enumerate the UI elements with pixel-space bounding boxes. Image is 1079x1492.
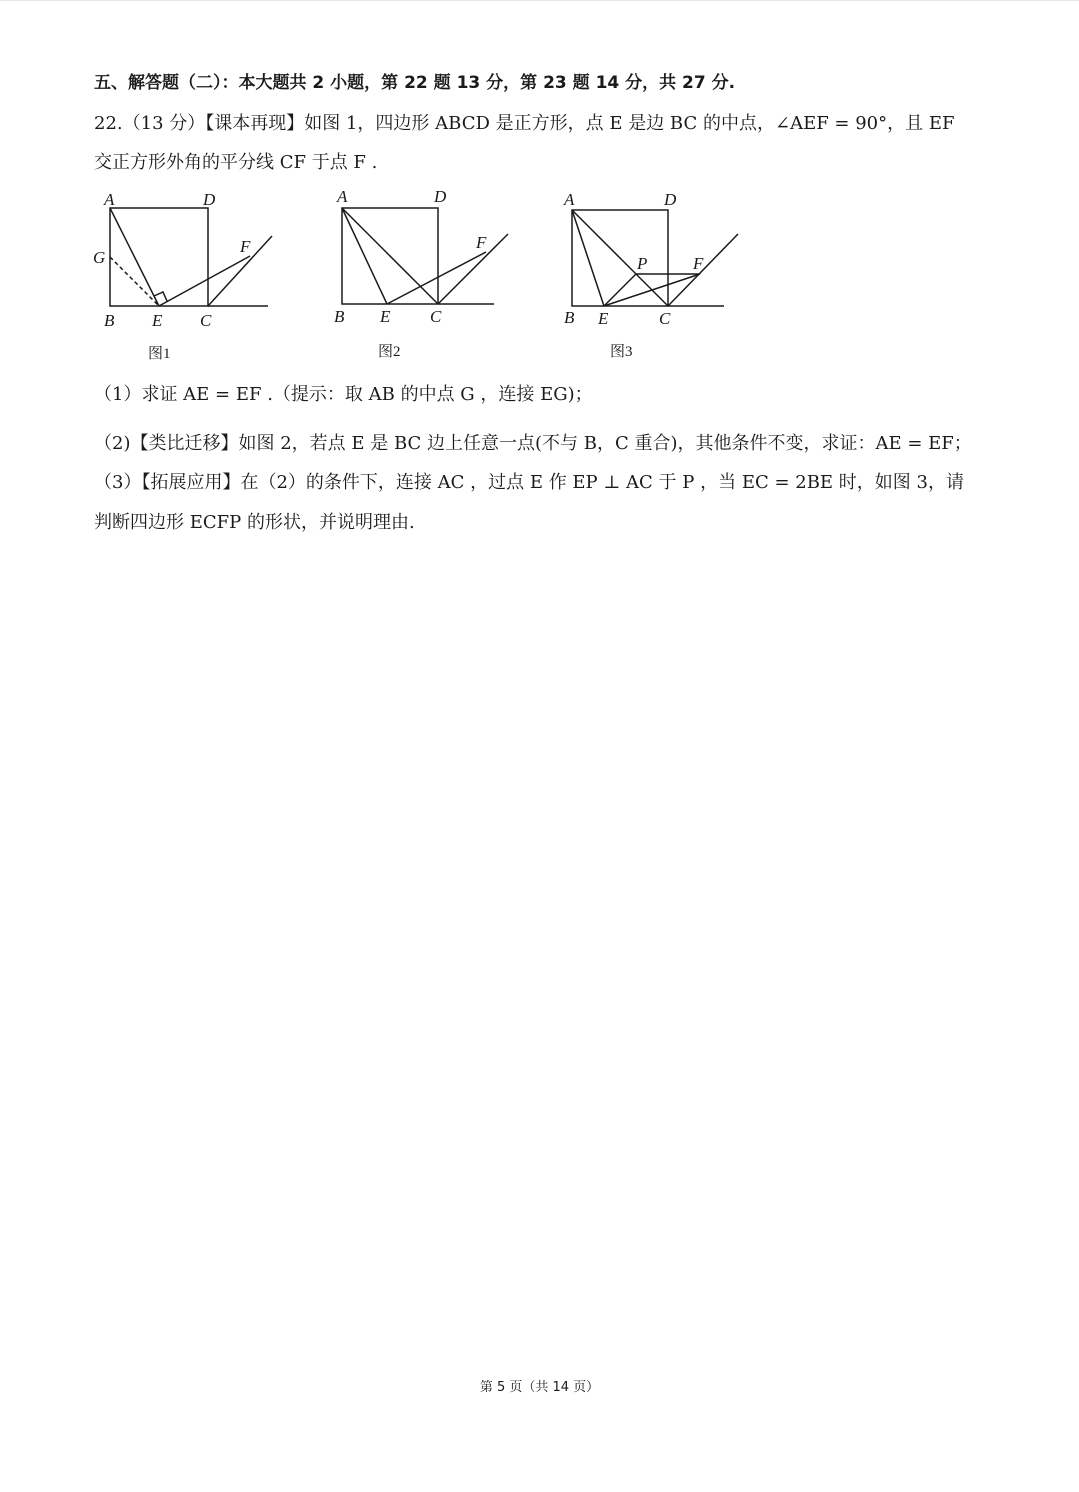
fig1-label-c: C [200,311,212,330]
fig1-label-a: A [104,190,115,209]
fig1-label-g: G [93,248,106,267]
fig3-label-f: F [693,254,704,273]
fig1-label-d: D [203,190,216,209]
figure-3 [572,210,738,306]
fig3-label-a: A [564,190,575,209]
fig1-label-f: F [240,237,251,256]
page-top-border [0,0,1079,1]
fig1-caption: 图1 [148,346,171,362]
fig3-label-e: E [598,309,609,328]
part-3-line-1: （3）【拓展应用】在（2）的条件下，连接 AC ，过点 E 作 EP ⊥ AC 于 P ，当 EC = 2BE 时，如图 3，请 [94,472,964,493]
fig2-label-d: D [434,187,447,206]
fig3-label-p: P [637,254,648,273]
fig2-caption: 图2 [378,344,401,360]
fig3-label-b: B [564,308,575,327]
fig2-label-c: C [430,307,442,326]
fig1-label-e: E [152,311,163,330]
part-3-line-2: 判断四边形 ECFP 的形状，并说明理由. [94,512,415,533]
figure-1 [110,208,272,306]
fig2-label-f: F [476,233,487,252]
fig3-label-d: D [664,190,677,209]
problem-statement-line-2: 交正方形外角的平分线 CF 于点 F . [94,152,378,173]
figure-2 [342,208,508,304]
figures-row [90,184,750,368]
fig1-label-b: B [104,311,115,330]
part-1: （1）求证 AE = EF .（提示：取 AB 的中点 G ，连接 EG)； [94,384,593,405]
problem-statement-line-1: 22.（13 分）【课本再现】如图 1，四边形 ABCD 是正方形，点 E 是边 BC 的中点，∠AEF = 90°，且 EF [94,113,955,134]
fig3-caption: 图3 [610,344,633,360]
fig3-label-c: C [659,309,671,328]
fig2-label-a: A [337,187,348,206]
page-footer: 第 5 页（共 14 页） [479,1380,600,1395]
fig2-label-e: E [380,307,391,326]
section-heading: 五、解答题（二）：本大题共 2 小题，第 22 题 13 分，第 23 题 14 分，共 27 分. [94,73,736,93]
part-2: （2)【类比迁移】如图 2，若点 E 是 BC 边上任意一点(不与 B，C 重合)，其他条件不变，求证：AE = EF； [94,433,972,454]
fig2-label-b: B [334,307,345,326]
